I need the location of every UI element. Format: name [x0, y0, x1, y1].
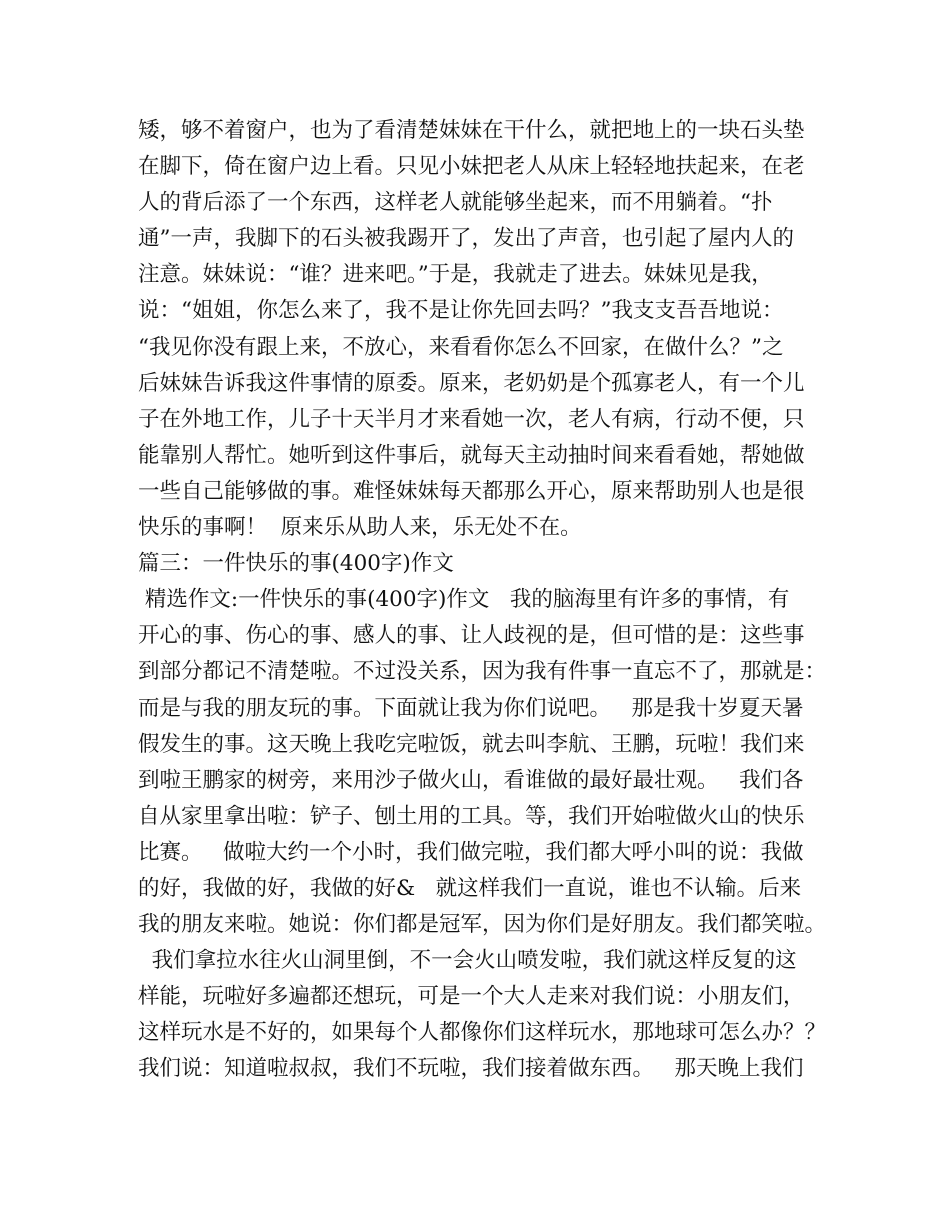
text-line: 一些自己能够做的事。难怪妹妹每天都那么开心，原来帮助别人也是很 — [138, 478, 805, 504]
text-line: 说：“姐姐，你怎么来了，我不是让你先回去吗？”我支支吾吾地说： — [138, 298, 784, 324]
text-line: 样能，玩啦好多遍都还想玩，可是一个大人走来对我们说：小朋友们， — [138, 984, 805, 1010]
text-line: 我的朋友来啦。她说：你们都是冠军，因为你们是好朋友。我们都笑啦。 — [138, 912, 827, 938]
text-line: 的好，我做的好，我做的好& 就这样我们一直说，谁也不认输。后来 — [138, 875, 802, 901]
text-line: “我见你没有跟上来，不放心，来看看你怎么不回家，在做什么？”之 — [138, 334, 784, 360]
text-line: 这样玩水是不好的，如果每个人都像你们这样玩水，那地球可怎么办？？ — [138, 1020, 827, 1046]
text-line: 矮，够不着窗户，也为了看清楚妹妹在干什么，就把地上的一块石头垫 — [138, 118, 805, 143]
text-line: 到部分都记不清楚啦。不过没关系，因为我有件事一直忘不了，那就是： — [138, 659, 827, 685]
text-line: 快乐的事啊！ 原来乐从助人来，乐无处不在。 — [138, 515, 582, 541]
text-line: 能靠别人帮忙。她听到这件事后，就每天主动抽时间来看看她，帮她做 — [138, 442, 805, 468]
text-line: 在脚下，倚在窗户边上看。只见小妹把老人从床上轻轻地扶起来，在老 — [138, 154, 805, 180]
document-body — [138, 113, 828, 1088]
text-line: 人的背后添了一个东西，这样老人就能够坐起来，而不用躺着。“扑 — [138, 190, 773, 216]
text-line: 开心的事、伤心的事、感人的事、让人歧视的是，但可惜的是：这些事 — [138, 623, 805, 649]
text-line: 我们拿拉水往火山洞里倒，不一会火山喷发啦，我们就这样反复的这 — [138, 948, 797, 974]
text-line: 到啦王鹏家的树旁，来用沙子做火山，看谁做的最好最壮观。 我们各 — [138, 767, 804, 793]
text-line: 通”一声，我脚下的石头被我踢开了，发出了声音，也引起了屋内人的 — [138, 226, 794, 252]
text-line: 子在外地工作，儿子十天半月才来看她一次，老人有病，行动不便，只 — [138, 406, 805, 432]
text-line: 假发生的事。这天晚上我吃完啦饭，就去叫李航、王鹏，玩啦！我们来 — [138, 731, 805, 757]
text-line: 我们说：知道啦叔叔，我们不玩啦，我们接着做东西。 那天晚上我们 — [138, 1056, 804, 1082]
text-line: 注意。妹妹说：“谁？进来吧。”于是，我就走了进去。妹妹见是我， — [138, 262, 773, 288]
text-line: 后妹妹告诉我这件事情的原委。原来，老奶奶是个孤寡老人，有一个儿 — [138, 370, 805, 396]
text-line: 自从家里拿出啦：铲子、刨土用的工具。等，我们开始啦做火山的快乐 — [138, 803, 805, 829]
text-line: 比赛。 做啦大约一个小时，我们做完啦，我们都大呼小叫的说：我做 — [138, 839, 804, 865]
section-heading: 篇三：一件快乐的事(400字)作文 — [138, 551, 454, 577]
text-line: 精选作文:一件快乐的事(400字)作文 我的脑海里有许多的事情，有 — [138, 587, 790, 613]
text-line: 而是与我的朋友玩的事。下面就让我为你们说吧。 那是我十岁夏天暑 — [138, 695, 804, 721]
